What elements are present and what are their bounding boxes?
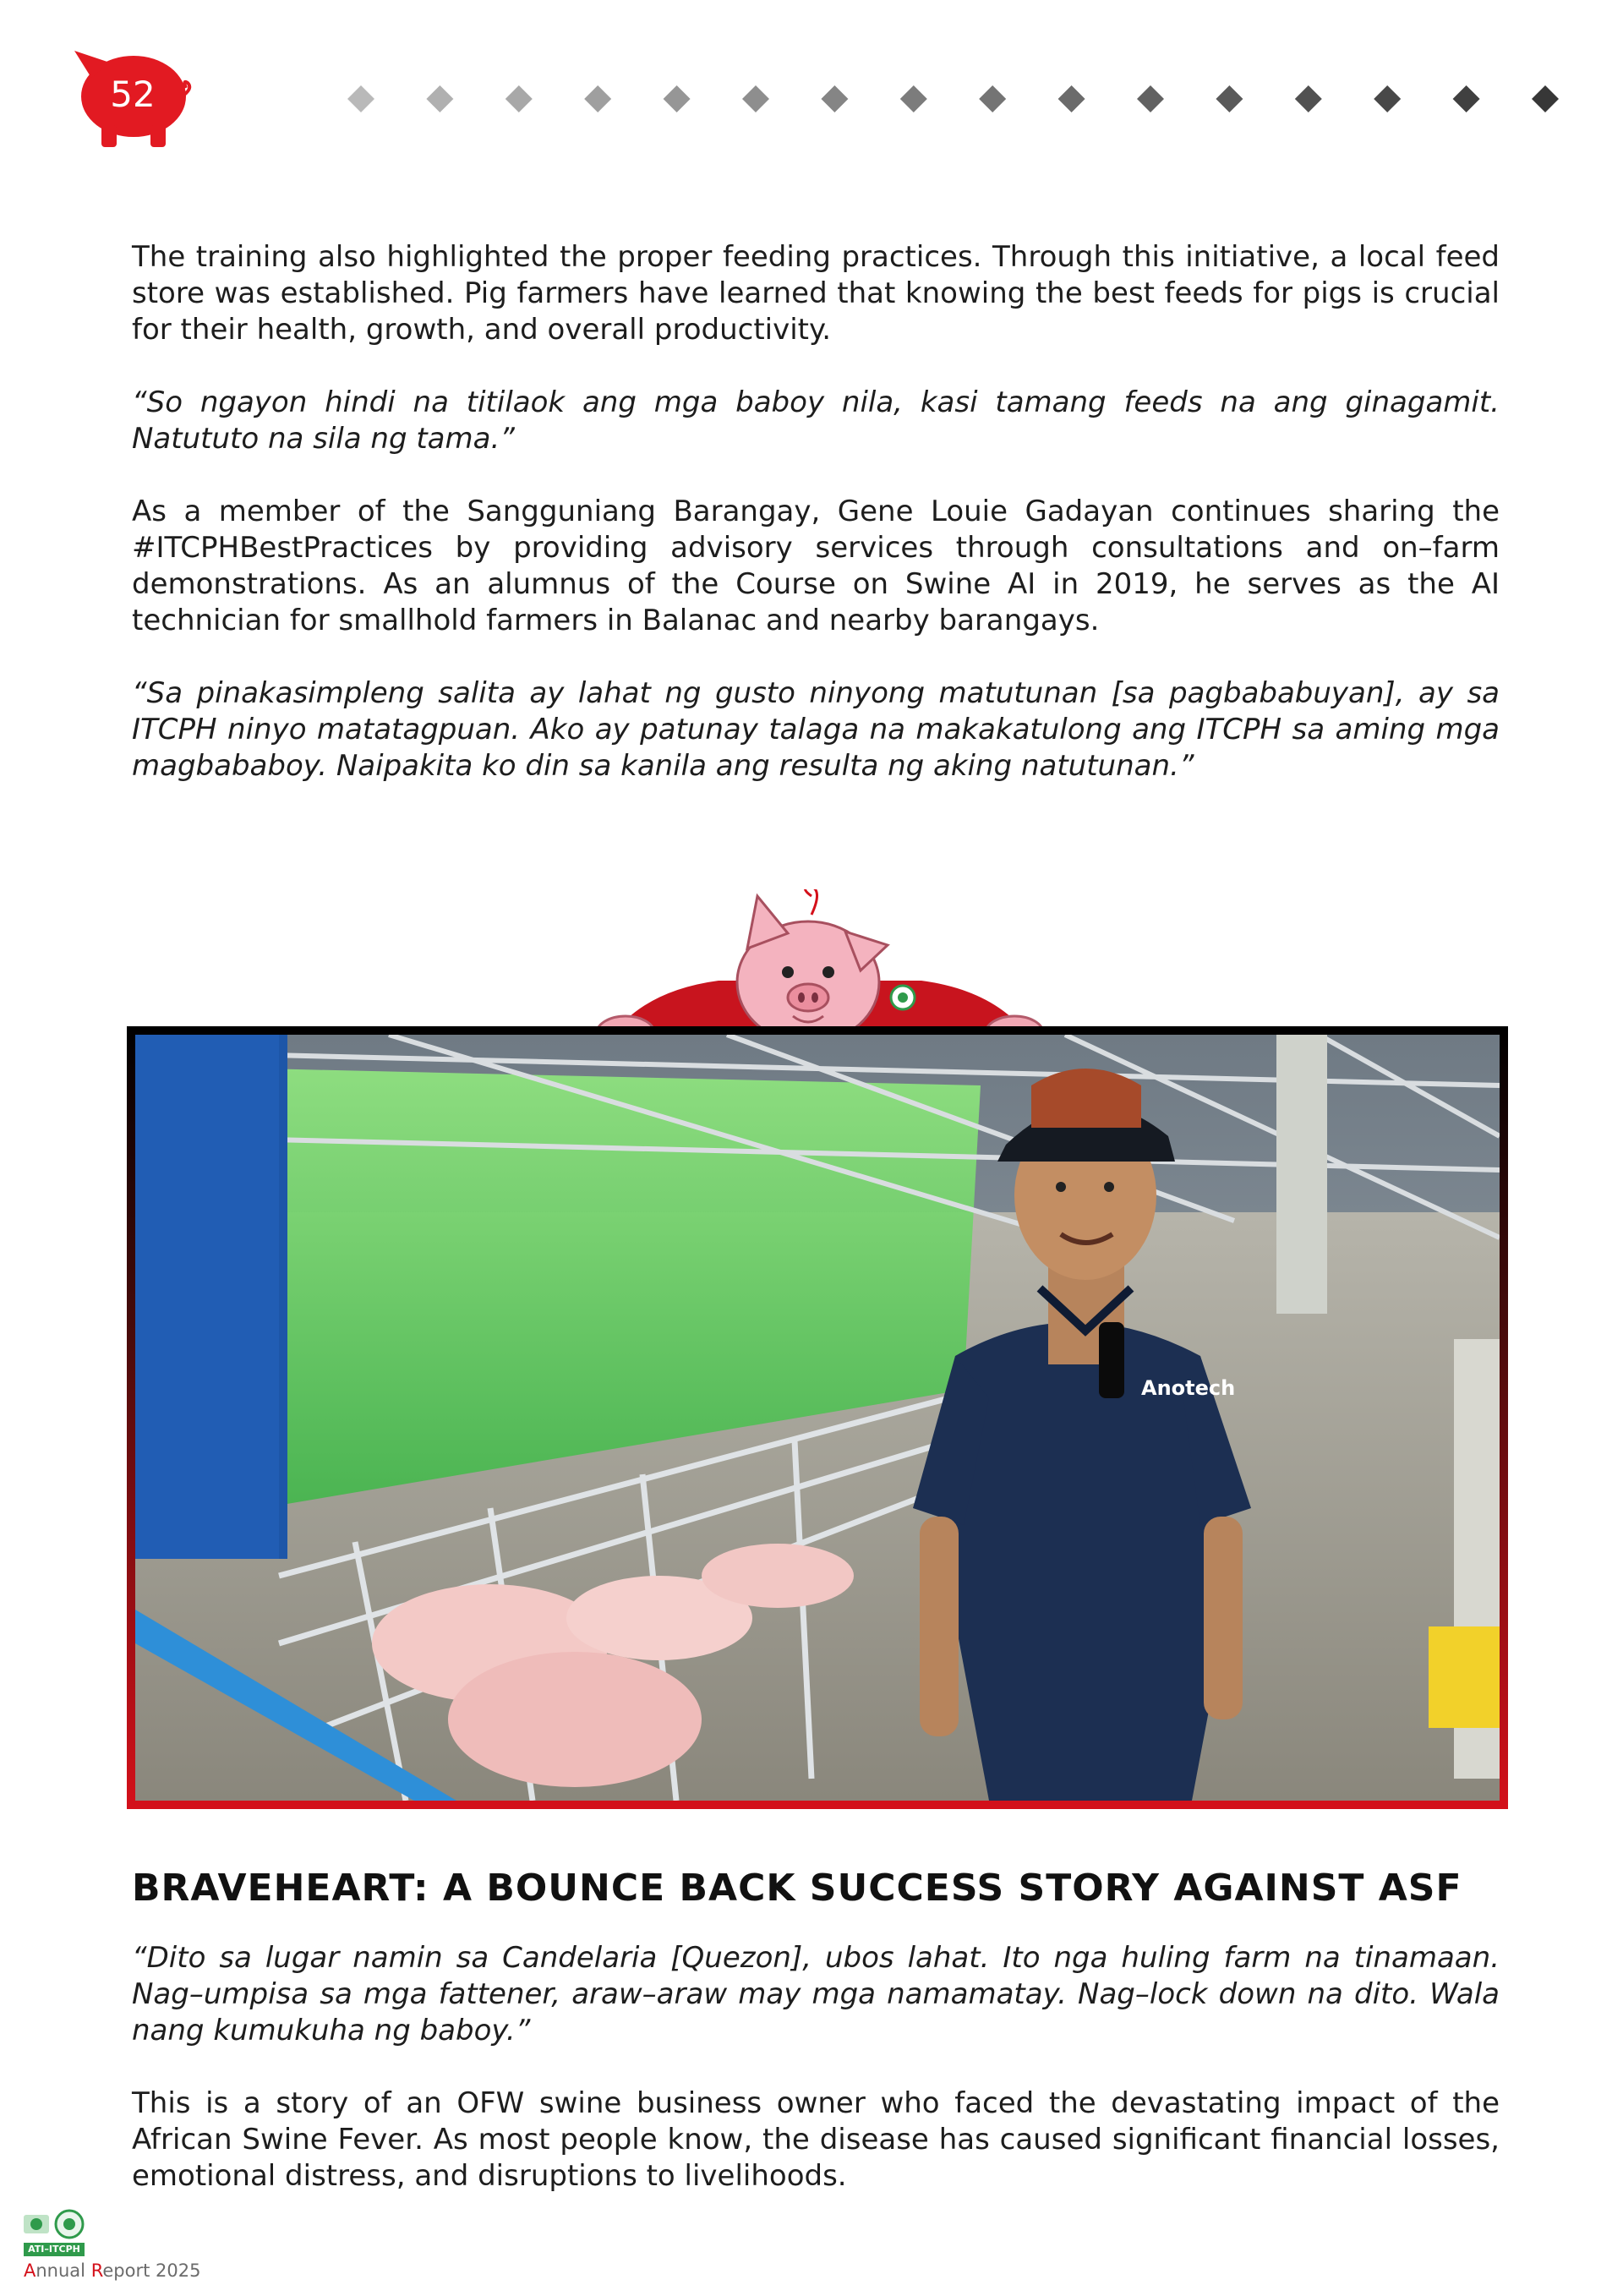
footer-org-label: ATI–ITCPH xyxy=(24,2243,85,2256)
page-number: 52 xyxy=(110,74,156,115)
paragraph-feeding-practices: The training also highlighted the proper feeding practices. Through this initiative, a local feed store was established. Pig farmers have learned that knowing the best feeds for pigs is crucial for their health, growth, and overall productivity. xyxy=(132,240,1500,347)
paragraph-ofw-story: This is a story of an OFW swine business owner who faced the devastating impact of the African Swine Fever. As most people know, the disease has caused significant financial losses, emotional distress, and disruptions to livelihoods. xyxy=(132,2086,1500,2193)
diamond-icon xyxy=(1216,85,1243,112)
diamond-icon xyxy=(742,85,769,112)
footer-report-annual: nnual xyxy=(36,2260,91,2281)
diamond-icon xyxy=(1374,85,1401,112)
diamond-icon xyxy=(900,85,927,112)
photo-frame xyxy=(127,1026,1508,1809)
paragraph-gene-louie: As a member of the Sangguniang Barangay, Gene Louie Gadayan continues sharing the #ITCPHBestPractices by providing advisory services through consultations and on–farm demonstrations. As an alumnus of the Course on Swine AI in 2019, he serves as the AI technician for smallhold farmers in Balanac and nearby barangays. xyxy=(132,495,1500,637)
pig-mascot-icon xyxy=(592,889,1048,1040)
ati-logo-icon xyxy=(22,2208,90,2242)
footer-report-a: A xyxy=(24,2260,36,2281)
pig-farm-photo-illustration xyxy=(135,1035,1500,1801)
shirt-logo: Anotech xyxy=(1141,1376,1236,1400)
diamond-icon xyxy=(664,85,691,112)
diamond-icon xyxy=(1058,85,1085,112)
diamond-icon xyxy=(1137,85,1164,112)
quote-itcph: “Sa pinakasimpleng salita ay lahat ng gusto ninyong matutunan [sa pagbababuyan], ay sa ITCPH ninyo matatagpuan. Ako ay patunay talaga na makakatulong ang ITCPH sa aming mga magbababoy. Naipakita ko din sa kanila ang resulta ng aking natutunan.” xyxy=(132,676,1500,783)
diamond-icon xyxy=(347,85,374,112)
section-title: BRAVEHEART: A BOUNCE BACK SUCCESS STORY AGAINST ASF xyxy=(132,1867,1462,1910)
farm-photo xyxy=(135,1035,1500,1801)
footer-report-rest: eport 2025 xyxy=(102,2260,201,2281)
footer-report-label xyxy=(24,2260,200,2282)
page-number-badge xyxy=(68,44,194,154)
quote-feeds: “So ngayon hindi na titilaok ang mga baboy nila, kasi tamang feeds na ang ginagamit. Natututo na sila ng tama.” xyxy=(132,385,1500,456)
footer-report-r: R xyxy=(90,2260,103,2281)
diamond-icon xyxy=(821,85,848,112)
pig-mascot-illustration xyxy=(592,889,1048,1040)
diamond-icon xyxy=(505,85,533,112)
quote-candelaria: “Dito sa lugar namin sa Candelaria [Quezon], ubos lahat. Ito nga huling farm na tinamaan. Nag–umpisa sa mga fattener, araw–araw may mga namamatay. Nag–lock down na dito. Wala nang kumukuha ng baboy.” xyxy=(132,1941,1500,2047)
decorative-diamond-row xyxy=(338,85,1572,113)
diamond-icon xyxy=(584,85,611,112)
diamond-icon xyxy=(1295,85,1322,112)
diamond-icon xyxy=(1532,85,1559,112)
diamond-icon xyxy=(426,85,453,112)
diamond-icon xyxy=(979,85,1006,112)
diamond-icon xyxy=(1453,85,1480,112)
